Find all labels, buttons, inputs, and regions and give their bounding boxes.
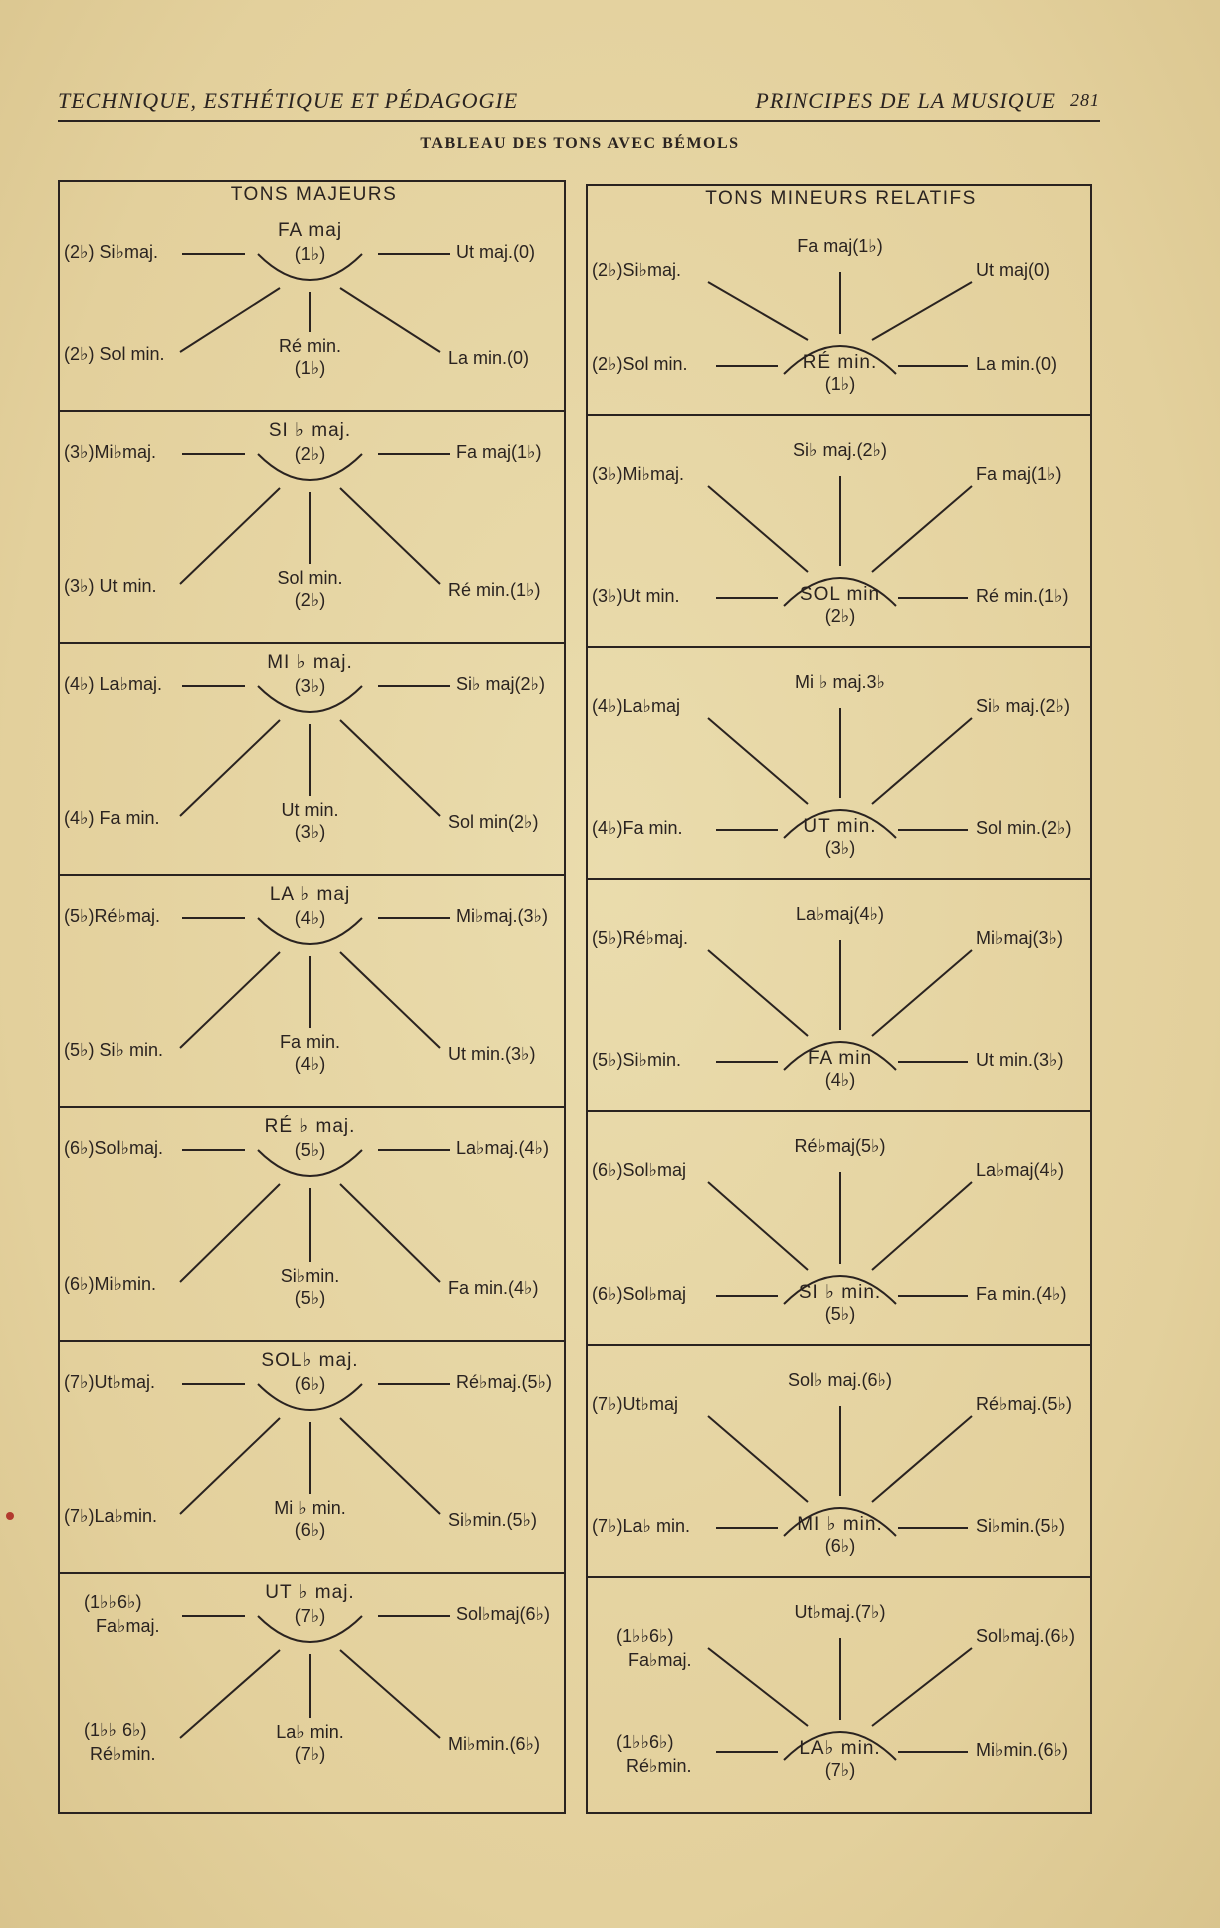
bottom-right-key: Si♭min.(5♭) <box>448 1510 537 1530</box>
top-right-key: Fa maj(1♭) <box>976 464 1062 484</box>
spoke-left <box>708 1182 808 1270</box>
bottom-right-key: Ré min.(1♭) <box>976 586 1069 606</box>
top-left-key-name: Fa♭maj. <box>628 1650 692 1670</box>
key-name: LA ♭ maj <box>269 884 351 905</box>
top-left-key: (2♭) Si♭maj. <box>64 242 158 262</box>
key-signature: (6♭) <box>294 1374 326 1394</box>
minor-key-diagram <box>588 880 1090 1112</box>
major-key-diagram <box>60 412 564 644</box>
key-name: SOL♭ maj. <box>261 1350 359 1371</box>
key-name: SI ♭ maj. <box>268 420 352 441</box>
top-right-key: La♭maj(4♭) <box>976 1160 1065 1180</box>
bottom-left-key: (3♭)Ut min. <box>592 586 680 606</box>
bottom-right-key: Si♭min.(5♭) <box>976 1516 1065 1536</box>
bottom-left-key: (6♭)Sol♭maj <box>592 1284 686 1304</box>
spoke-left <box>708 1648 808 1726</box>
top-right-key: Si♭ maj.(2♭) <box>976 696 1070 716</box>
top-left-key: (3♭)Mi♭maj. <box>64 442 156 462</box>
bottom-left-key-name: Ré♭min. <box>626 1756 692 1776</box>
spoke-left <box>180 720 280 816</box>
key-signature: (1♭) <box>294 244 326 264</box>
major-keys-panel <box>58 180 566 1814</box>
top-middle-key: Si♭ maj.(2♭) <box>793 440 887 460</box>
bottom-middle-key: Ut min. <box>281 800 339 820</box>
key-name: RÉ ♭ maj. <box>264 1116 356 1137</box>
bottom-right-key: La min.(0) <box>976 354 1058 374</box>
spoke-left <box>708 486 808 572</box>
major-key-diagram <box>60 1342 564 1574</box>
bottom-middle-signature: (4♭) <box>294 1054 326 1074</box>
table-title: TABLEAU DES TONS AVEC BÉMOLS <box>420 135 740 152</box>
bottom-right-key: Ut min.(3♭) <box>976 1050 1064 1070</box>
top-left-key-name: Fa♭maj. <box>96 1616 160 1636</box>
bottom-middle-key: Si♭min. <box>280 1266 340 1286</box>
bottom-left-key: (7♭)La♭ min. <box>592 1516 691 1536</box>
header-right: PRINCIPES DE LA MUSIQUE <box>755 88 1056 113</box>
spoke-left <box>180 1650 280 1738</box>
key-signature: (7♭) <box>294 1606 326 1626</box>
key-signature: (6♭) <box>824 1536 856 1556</box>
spoke-right <box>872 718 972 804</box>
minor-key-diagram <box>588 212 1090 416</box>
bottom-left-key: (1♭♭6♭) <box>616 1732 674 1752</box>
spoke-right <box>340 1650 440 1738</box>
spoke-right <box>340 952 440 1048</box>
key-signature: (1♭) <box>824 374 856 394</box>
top-right-key: Sol♭maj.(6♭) <box>976 1626 1075 1646</box>
spoke-right <box>872 282 972 340</box>
bottom-middle-key: La♭ min. <box>276 1722 344 1742</box>
key-name: RÉ min. <box>802 352 878 373</box>
major-key-diagram <box>60 1574 564 1798</box>
bottom-left-key: (4♭) Fa min. <box>64 808 160 828</box>
bottom-middle-signature: (6♭) <box>294 1520 326 1540</box>
bottom-right-key: Fa min.(4♭) <box>448 1278 539 1298</box>
spoke-right <box>340 1418 440 1514</box>
spoke-left <box>708 282 808 340</box>
top-right-key: La♭maj.(4♭) <box>456 1138 550 1158</box>
bottom-middle-signature: (7♭) <box>294 1744 326 1764</box>
spoke-left <box>708 950 808 1036</box>
bottom-left-key-name: Ré♭min. <box>90 1744 156 1764</box>
top-middle-key: La♭maj(4♭) <box>795 904 885 924</box>
bottom-middle-key: Ré min. <box>278 336 342 356</box>
key-name: MI ♭ maj. <box>267 652 353 673</box>
spoke-right <box>340 488 440 584</box>
spoke-right <box>872 950 972 1036</box>
spoke-left <box>180 488 280 584</box>
major-key-diagram <box>60 876 564 1108</box>
key-signature: (5♭) <box>824 1304 856 1324</box>
key-signature: (2♭) <box>294 444 326 464</box>
key-signature: (7♭) <box>824 1760 856 1780</box>
header-left: TECHNIQUE, ESTHÉTIQUE ET PÉDAGOGIE <box>58 88 519 113</box>
spoke-left <box>180 1184 280 1282</box>
bottom-right-key: Mi♭min.(6♭) <box>448 1734 540 1754</box>
top-right-key: Fa maj(1♭) <box>456 442 542 462</box>
spoke-left <box>708 1416 808 1502</box>
minor-key-diagram <box>588 1112 1090 1346</box>
bottom-left-key: (6♭)Mi♭min. <box>64 1274 156 1294</box>
minor-keys-panel <box>586 184 1092 1814</box>
top-left-key: (7♭)Ut♭maj. <box>64 1372 155 1392</box>
top-right-key: Ut maj(0) <box>976 260 1051 280</box>
top-left-key: (6♭)Sol♭maj. <box>64 1138 163 1158</box>
top-middle-key: Sol♭ maj.(6♭) <box>787 1370 893 1390</box>
top-right-key: Ré♭maj.(5♭) <box>456 1372 552 1392</box>
spoke-right <box>872 1416 972 1502</box>
key-name: SOL min <box>799 584 881 605</box>
running-head <box>58 86 1100 122</box>
major-keys-title: TONS MAJEURS <box>230 184 398 205</box>
minor-key-diagram <box>588 1578 1090 1802</box>
minor-key-diagram <box>588 1346 1090 1578</box>
bottom-left-key: (4♭)Fa min. <box>592 818 683 838</box>
bottom-middle-signature: (3♭) <box>294 822 326 842</box>
spoke-right <box>872 1648 972 1726</box>
top-middle-key: Ré♭maj(5♭) <box>794 1136 886 1156</box>
key-signature: (2♭) <box>824 606 856 626</box>
bottom-middle-key: Sol min. <box>277 568 343 588</box>
bottom-middle-signature: (5♭) <box>294 1288 326 1308</box>
ink-mark <box>6 1512 14 1520</box>
key-name: UT ♭ maj. <box>265 1582 355 1603</box>
key-name: LA♭ min. <box>799 1738 881 1759</box>
minor-key-diagram <box>588 648 1090 880</box>
top-left-key: (4♭)La♭maj <box>592 696 681 716</box>
spoke-left <box>180 1418 280 1514</box>
top-left-key: (1♭♭6♭) <box>616 1626 674 1646</box>
key-name: FA maj <box>277 220 343 241</box>
spoke-left <box>180 952 280 1048</box>
top-middle-key: Fa maj(1♭) <box>797 236 883 256</box>
top-right-key: Sol♭maj(6♭) <box>456 1604 550 1624</box>
bottom-right-key: Ut min.(3♭) <box>448 1044 536 1064</box>
top-middle-key: Ut♭maj.(7♭) <box>794 1602 886 1622</box>
bottom-right-key: Mi♭min.(6♭) <box>976 1740 1068 1760</box>
minor-keys-title: TONS MINEURS RELATIFS <box>705 188 977 209</box>
spoke-left <box>180 288 280 352</box>
bottom-left-key: (7♭)La♭min. <box>64 1506 158 1526</box>
key-name: SI ♭ min. <box>798 1282 882 1303</box>
top-left-key: (2♭)Si♭maj. <box>592 260 681 280</box>
spoke-right <box>340 1184 440 1282</box>
key-signature: (3♭) <box>824 838 856 858</box>
top-middle-key: Mi ♭ maj.3♭ <box>795 672 885 692</box>
key-name: UT min. <box>803 816 877 837</box>
bottom-left-key: (2♭) Sol min. <box>64 344 165 364</box>
spoke-left <box>708 718 808 804</box>
bottom-right-key: Fa min.(4♭) <box>976 1284 1067 1304</box>
key-signature: (4♭) <box>294 908 326 928</box>
bottom-middle-key: Mi ♭ min. <box>274 1498 346 1518</box>
bottom-left-key: (1♭♭ 6♭) <box>84 1720 147 1740</box>
top-right-key: Ré♭maj.(5♭) <box>976 1394 1072 1414</box>
top-right-key: Si♭ maj(2♭) <box>456 674 545 694</box>
key-signature: (4♭) <box>824 1070 856 1090</box>
bottom-middle-signature: (2♭) <box>294 590 326 610</box>
key-name: MI ♭ min. <box>797 1514 883 1535</box>
page-number: 281 <box>1070 90 1100 110</box>
bottom-left-key: (5♭) Si♭ min. <box>64 1040 163 1060</box>
bottom-right-key: La min.(0) <box>448 348 530 368</box>
top-right-key: Ut maj.(0) <box>456 242 536 262</box>
top-right-key: Mi♭maj.(3♭) <box>456 906 548 926</box>
top-left-key: (3♭)Mi♭maj. <box>592 464 684 484</box>
bottom-middle-key: Fa min. <box>279 1032 341 1052</box>
top-left-key: (4♭) La♭maj. <box>64 674 163 694</box>
major-key-diagram <box>60 1108 564 1342</box>
top-left-key: (5♭)Ré♭maj. <box>592 928 688 948</box>
key-signature: (3♭) <box>294 676 326 696</box>
top-left-key: (5♭)Ré♭maj. <box>64 906 160 926</box>
top-left-key: (7♭)Ut♭maj <box>592 1394 678 1414</box>
key-signature: (5♭) <box>294 1140 326 1160</box>
spoke-right <box>872 486 972 572</box>
key-name: FA min <box>807 1048 873 1069</box>
bottom-left-key: (5♭)Si♭min. <box>592 1050 681 1070</box>
major-key-diagram <box>60 212 564 412</box>
bottom-right-key: Sol min.(2♭) <box>976 818 1072 838</box>
major-key-diagram <box>60 644 564 876</box>
top-left-key: (6♭)Sol♭maj <box>592 1160 686 1180</box>
spoke-right <box>340 720 440 816</box>
bottom-left-key: (2♭)Sol min. <box>592 354 688 374</box>
bottom-right-key: Ré min.(1♭) <box>448 580 541 600</box>
minor-key-diagram <box>588 416 1090 648</box>
top-left-key: (1♭♭6♭) <box>84 1592 142 1612</box>
bottom-middle-signature: (1♭) <box>294 358 326 378</box>
top-right-key: Mi♭maj(3♭) <box>976 928 1063 948</box>
bottom-left-key: (3♭) Ut min. <box>64 576 157 596</box>
spoke-right <box>340 288 440 352</box>
bottom-right-key: Sol min(2♭) <box>448 812 539 832</box>
spoke-right <box>872 1182 972 1270</box>
